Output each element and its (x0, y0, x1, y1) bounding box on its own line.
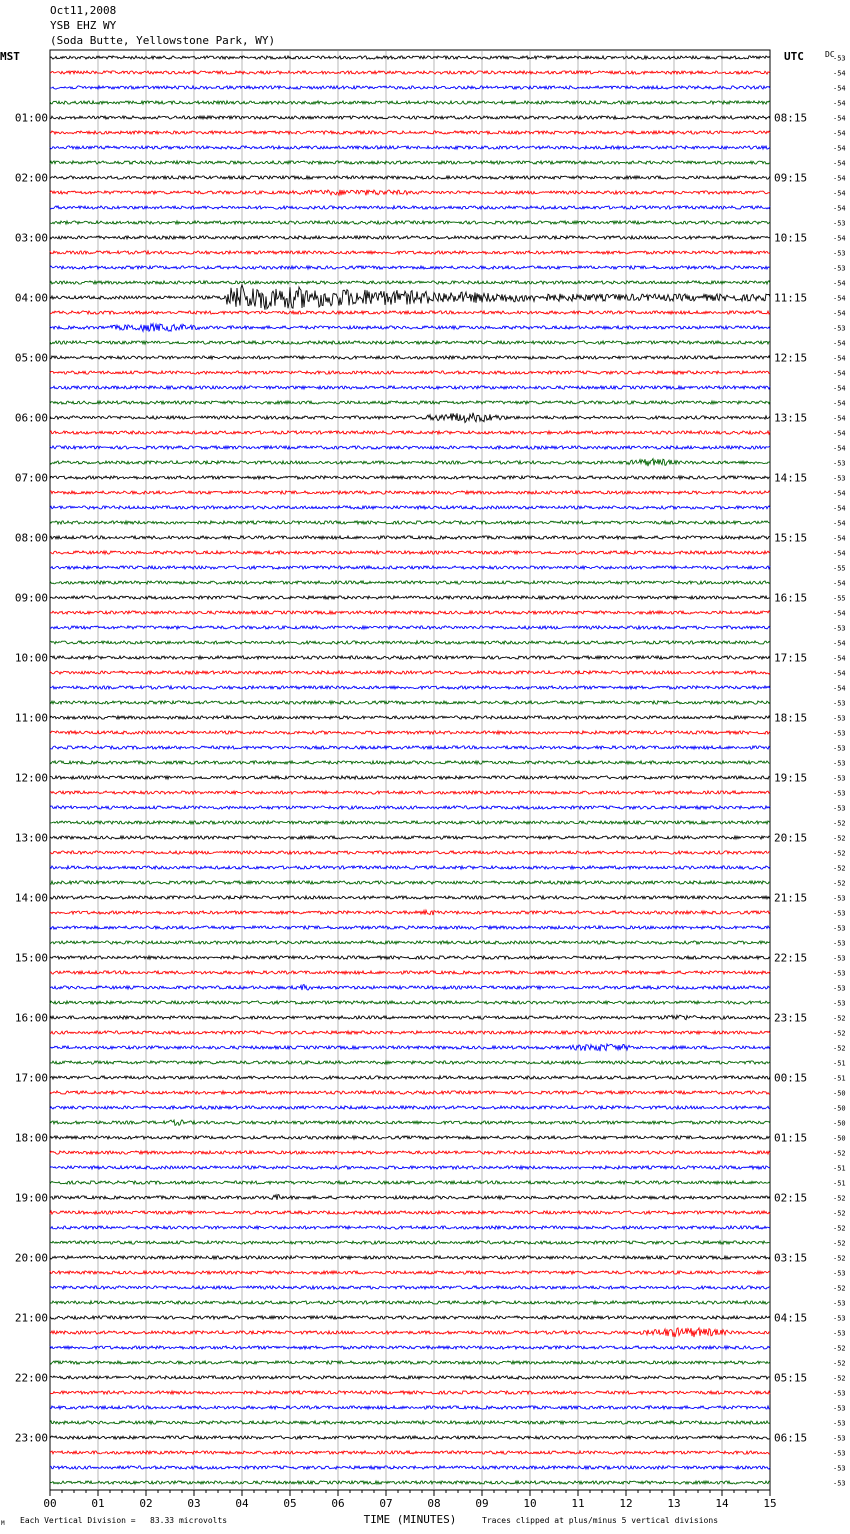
dc-offset-label: -53 (833, 459, 846, 468)
dc-offset-label: -54 (833, 99, 846, 108)
utc-hour-label: 04:15 (774, 1311, 808, 1325)
seismic-trace (50, 671, 770, 674)
mst-hour-label: 17:00 (14, 1071, 48, 1085)
seismic-trace (50, 881, 770, 884)
dc-offset-label: -52 (833, 1284, 846, 1293)
seismic-trace (50, 1001, 770, 1004)
seismic-trace (50, 821, 770, 824)
dc-offset-label: -52 (833, 1029, 846, 1038)
dc-offset-label: -53 (833, 939, 846, 948)
dc-offset-label: -52 (833, 849, 846, 858)
x-axis-title: TIME (MINUTES) (363, 1513, 457, 1526)
seismic-trace (50, 926, 770, 929)
seismic-trace (50, 551, 770, 554)
mst-hour-label: 05:00 (14, 351, 48, 365)
seismic-trace (50, 324, 770, 332)
seismic-trace (50, 206, 770, 209)
seismic-trace (50, 431, 770, 434)
dc-offset-label: -52 (833, 1014, 846, 1023)
dc-offset-label: -50 (833, 1119, 846, 1128)
dc-offset-label: -54 (833, 639, 846, 648)
seismic-trace (50, 1346, 770, 1349)
seismic-trace (50, 521, 770, 524)
dc-offset-label: -50 (833, 1104, 846, 1113)
mst-hour-label: 21:00 (14, 1311, 48, 1325)
x-tick-label: 12 (619, 1497, 633, 1510)
seismic-trace (50, 1166, 770, 1169)
seismic-trace (50, 836, 770, 839)
utc-hour-label: 01:15 (774, 1131, 808, 1145)
utc-hour-label: 09:15 (774, 171, 808, 185)
dc-offset-label: -54 (833, 579, 846, 588)
dc-offset-label: -52 (833, 1209, 846, 1218)
seismic-trace (50, 1481, 770, 1484)
dc-offset-label: -52 (833, 864, 846, 873)
dc-offset-label: -53 (833, 894, 846, 903)
seismic-trace (50, 71, 770, 74)
seismic-trace (50, 1031, 770, 1034)
seismic-trace (50, 386, 770, 389)
x-tick-label: 05 (283, 1497, 297, 1510)
seismic-trace (50, 1271, 770, 1274)
seismic-trace (50, 896, 770, 899)
seismic-trace (50, 101, 770, 104)
dc-offset-label: -54 (833, 609, 846, 618)
dc-offset-label: -50 (833, 1089, 846, 1098)
x-tick-label: 14 (715, 1497, 729, 1510)
dc-offset-label: -54 (833, 414, 846, 423)
seismic-trace (50, 506, 770, 509)
utc-hour-label: 13:15 (774, 411, 808, 425)
seismic-trace (50, 1241, 770, 1244)
dc-offset-label: -52 (833, 1239, 846, 1248)
dc-offset-label: -53 (833, 699, 846, 708)
seismic-trace (50, 851, 770, 854)
dc-offset-label: -53 (833, 219, 846, 228)
seismic-trace (50, 190, 770, 196)
seismic-trace (50, 1391, 770, 1394)
seismic-trace (50, 776, 770, 779)
mst-hour-label: 06:00 (14, 411, 48, 425)
seismic-trace (50, 161, 770, 164)
dc-offset-label: -54 (833, 114, 846, 123)
dc-offset-label: -50 (833, 1134, 846, 1143)
dc-offset-label: -53 (833, 1419, 846, 1428)
seismic-trace (50, 656, 770, 659)
dc-offset-label: -52 (833, 1044, 846, 1053)
dc-offset-label: -55 (833, 564, 846, 573)
dc-offset-label: -53 (833, 264, 846, 273)
seismic-trace (50, 413, 770, 423)
dc-offset-label: -52 (833, 879, 846, 888)
seismic-trace (50, 611, 770, 614)
dc-offset-label: -54 (833, 204, 846, 213)
dc-offset-label: -53 (833, 1479, 846, 1488)
x-tick-label: 13 (667, 1497, 681, 1510)
mst-hour-label: 12:00 (14, 771, 48, 785)
dc-offset-label: -53 (833, 1269, 846, 1278)
dc-offset-label: -54 (833, 654, 846, 663)
seismic-trace (50, 221, 770, 224)
seismic-trace (50, 476, 770, 479)
seismic-trace (50, 731, 770, 734)
mst-hour-label: 15:00 (14, 951, 48, 965)
dc-offset-label: -53 (833, 999, 846, 1008)
dc-offset-label: -54 (833, 174, 846, 183)
dc-offset-label: -54 (833, 129, 846, 138)
dc-offset-label: -55 (833, 594, 846, 603)
seismic-trace (50, 311, 770, 314)
seismic-trace (50, 1181, 770, 1184)
dc-offset-label: -54 (833, 489, 846, 498)
dc-offset-label: -54 (833, 549, 846, 558)
seismic-trace (50, 1316, 770, 1319)
seismic-trace (50, 791, 770, 794)
seismic-trace (50, 371, 770, 374)
dc-offset-label: -52 (833, 1254, 846, 1263)
seismic-trace (50, 910, 770, 915)
dc-offset-label: -53 (833, 954, 846, 963)
utc-hour-label: 08:15 (774, 111, 808, 125)
mst-hour-label: 08:00 (14, 531, 48, 545)
dc-offset-label: -53 (833, 774, 846, 783)
seismic-trace (50, 1015, 770, 1020)
seismic-trace (50, 1076, 770, 1079)
dc-offset-label: -51 (833, 1059, 846, 1068)
seismic-trace (50, 446, 770, 449)
seismic-trace (50, 236, 770, 239)
x-tick-label: 15 (763, 1497, 777, 1510)
mst-hour-label: 11:00 (14, 711, 48, 725)
seismic-trace (50, 716, 770, 719)
mst-hour-label: 03:00 (14, 231, 48, 245)
x-tick-label: 09 (475, 1497, 489, 1510)
seismic-trace (50, 686, 770, 689)
dc-offset-label: -54 (833, 669, 846, 678)
dc-offset-label: -53 (833, 759, 846, 768)
utc-hour-label: 05:15 (774, 1371, 808, 1385)
mst-hour-label: 16:00 (14, 1011, 48, 1025)
dc-offset-label: -52 (833, 1194, 846, 1203)
utc-hour-label: 16:15 (774, 591, 808, 605)
dc-offset-label: -54 (833, 384, 846, 393)
dc-offset-label: -54 (833, 354, 846, 363)
seismic-trace (50, 1226, 770, 1229)
dc-offset-label: -53 (833, 1449, 846, 1458)
seismic-trace (50, 176, 770, 179)
seismic-trace (50, 1451, 770, 1454)
dc-offset-label: -53 (833, 1434, 846, 1443)
x-tick-label: 02 (139, 1497, 153, 1510)
mst-hour-label: 13:00 (14, 831, 48, 845)
header-location: (Soda Butte, Yellowstone Park, WY) (50, 34, 276, 47)
dc-offset-label: -52 (833, 1344, 846, 1353)
x-tick-label: 00 (43, 1497, 57, 1510)
utc-hour-label: 14:15 (774, 471, 808, 485)
dc-offset-label: -54 (833, 294, 846, 303)
dc-offset-label: -52 (833, 819, 846, 828)
dc-offset-label: -53 (833, 1404, 846, 1413)
seismic-trace (50, 761, 770, 764)
dc-offset-label: -54 (833, 69, 846, 78)
utc-hour-label: 15:15 (774, 531, 808, 545)
seismic-trace (50, 1151, 770, 1154)
seismic-trace (50, 971, 770, 974)
dc-offset-label: -53 (833, 789, 846, 798)
utc-axis-label: UTC (784, 50, 804, 63)
seismic-trace (50, 596, 770, 599)
seismic-trace (50, 341, 770, 344)
seismic-trace (50, 701, 770, 704)
dc-offset-label: -53 (833, 1389, 846, 1398)
seismic-trace (50, 266, 770, 269)
dc-offset-label: -52 (833, 834, 846, 843)
seismic-trace (50, 746, 770, 749)
seismic-trace (50, 1286, 770, 1289)
seismic-trace (50, 1120, 770, 1125)
x-tick-label: 04 (235, 1497, 249, 1510)
dc-offset-label: -54 (833, 234, 846, 243)
seismic-trace (50, 86, 770, 89)
corner-mark: M (1, 1520, 5, 1527)
mst-hour-label: 01:00 (14, 111, 48, 125)
dc-offset-label: -53 (833, 1299, 846, 1308)
mst-hour-label: 09:00 (14, 591, 48, 605)
dc-offset-label: -53 (833, 324, 846, 333)
seismic-trace (50, 1436, 770, 1439)
mst-hour-label: 02:00 (14, 171, 48, 185)
dc-offset-label: -54 (833, 339, 846, 348)
dc-offset-label: -53 (833, 969, 846, 978)
scale-note: Each Vertical Division = 83.33 microvolts (20, 1516, 228, 1525)
dc-offset-label: -54 (833, 144, 846, 153)
dc-offset-label: -53 (833, 714, 846, 723)
dc-offset-label: -52 (833, 1374, 846, 1383)
utc-hour-label: 00:15 (774, 1071, 808, 1085)
utc-hour-label: 22:15 (774, 951, 808, 965)
seismic-trace (50, 1421, 770, 1424)
mst-axis-label: MST (0, 50, 20, 63)
mst-hour-label: 07:00 (14, 471, 48, 485)
utc-hour-label: 17:15 (774, 651, 808, 665)
dc-offset-label: -53 (833, 909, 846, 918)
seismic-trace (50, 566, 770, 569)
utc-hour-label: 19:15 (774, 771, 808, 785)
mst-hour-label: 22:00 (14, 1371, 48, 1385)
seismic-trace (50, 1044, 770, 1051)
seismic-trace (50, 626, 770, 629)
mst-hour-label: 04:00 (14, 291, 48, 305)
dc-offset-label: -53 (833, 54, 846, 63)
seismic-trace (50, 356, 770, 359)
header-station: YSB EHZ WY (50, 19, 117, 32)
dc-offset-label: -54 (833, 684, 846, 693)
x-tick-label: 08 (427, 1497, 441, 1510)
dc-offset-label: -54 (833, 189, 846, 198)
seismic-trace (50, 985, 770, 991)
dc-offset-label: -54 (833, 534, 846, 543)
seismic-trace (50, 146, 770, 149)
utc-hour-label: 20:15 (774, 831, 808, 845)
seismic-trace (50, 1106, 770, 1109)
seismic-trace (50, 116, 770, 119)
dc-offset-label: -51 (833, 1179, 846, 1188)
seismic-trace (50, 1406, 770, 1409)
x-tick-label: 10 (523, 1497, 537, 1510)
seismic-trace (50, 956, 770, 959)
dc-offset-label: -53 (833, 744, 846, 753)
dc-offset-label: -54 (833, 369, 846, 378)
seismic-trace (50, 1256, 770, 1259)
dc-label: DC (825, 50, 835, 59)
mst-hour-label: 18:00 (14, 1131, 48, 1145)
x-tick-label: 11 (571, 1497, 585, 1510)
clip-note: Traces clipped at plus/minus 5 vertical divisions (482, 1516, 719, 1525)
dc-offset-label: -52 (833, 1359, 846, 1368)
seismic-trace (50, 1376, 770, 1379)
seismic-trace (50, 641, 770, 644)
utc-hour-label: 23:15 (774, 1011, 808, 1025)
seismic-trace (50, 1211, 770, 1214)
seismic-trace (50, 251, 770, 254)
x-tick-label: 06 (331, 1497, 345, 1510)
utc-hour-label: 02:15 (774, 1191, 808, 1205)
dc-offset-label: -54 (833, 159, 846, 168)
utc-hour-label: 21:15 (774, 891, 808, 905)
seismic-trace (50, 1136, 770, 1139)
seismic-trace (50, 1328, 770, 1337)
seismic-trace (50, 459, 770, 466)
dc-offset-label: -54 (833, 399, 846, 408)
dc-offset-label: -53 (833, 624, 846, 633)
seismic-trace (50, 491, 770, 494)
dc-offset-label: -53 (833, 474, 846, 483)
dc-offset-label: -54 (833, 279, 846, 288)
dc-offset-label: -53 (833, 1329, 846, 1338)
mst-hour-label: 20:00 (14, 1251, 48, 1265)
seismic-trace (50, 806, 770, 809)
utc-hour-label: 11:15 (774, 291, 808, 305)
utc-hour-label: 12:15 (774, 351, 808, 365)
mst-hour-label: 14:00 (14, 891, 48, 905)
seismic-trace (50, 281, 770, 284)
utc-hour-label: 10:15 (774, 231, 808, 245)
mst-hour-label: 23:00 (14, 1431, 48, 1445)
dc-offset-label: -54 (833, 84, 846, 93)
dc-offset-label: -54 (833, 504, 846, 513)
dc-offset-label: -54 (833, 444, 846, 453)
utc-hour-label: 06:15 (774, 1431, 808, 1445)
seismic-trace (50, 1466, 770, 1469)
dc-offset-label: -51 (833, 1164, 846, 1173)
utc-hour-label: 03:15 (774, 1251, 808, 1265)
dc-offset-label: -52 (833, 1224, 846, 1233)
seismic-trace (50, 536, 770, 539)
dc-offset-label: -54 (833, 519, 846, 528)
header-date: Oct11,2008 (50, 4, 117, 17)
dc-offset-label: -54 (833, 429, 846, 438)
seismic-trace (50, 131, 770, 134)
dc-offset-label: -53 (833, 249, 846, 258)
dc-offset-label: -53 (833, 1464, 846, 1473)
dc-offset-label: -53 (833, 984, 846, 993)
x-tick-label: 03 (187, 1497, 201, 1510)
seismic-trace (50, 401, 770, 404)
mst-hour-label: 10:00 (14, 651, 48, 665)
seismic-trace (50, 941, 770, 944)
seismic-trace (50, 1361, 770, 1364)
seismic-trace (50, 1061, 770, 1064)
dc-offset-label: -53 (833, 729, 846, 738)
seismic-trace (50, 866, 770, 869)
utc-hour-label: 18:15 (774, 711, 808, 725)
mst-hour-label: 19:00 (14, 1191, 48, 1205)
seismic-trace (50, 581, 770, 584)
seismic-trace (50, 1195, 770, 1200)
x-tick-label: 07 (379, 1497, 393, 1510)
seismic-trace (50, 1091, 770, 1094)
dc-offset-label: -52 (833, 1149, 846, 1158)
dc-offset-label: -51 (833, 1074, 846, 1083)
seismic-trace (50, 285, 770, 310)
dc-offset-label: -54 (833, 309, 846, 318)
dc-offset-label: -53 (833, 924, 846, 933)
dc-offset-label: -53 (833, 1314, 846, 1323)
dc-offset-label: -53 (833, 804, 846, 813)
seismic-trace (50, 56, 770, 59)
seismic-trace (50, 1301, 770, 1304)
x-tick-label: 01 (91, 1497, 105, 1510)
